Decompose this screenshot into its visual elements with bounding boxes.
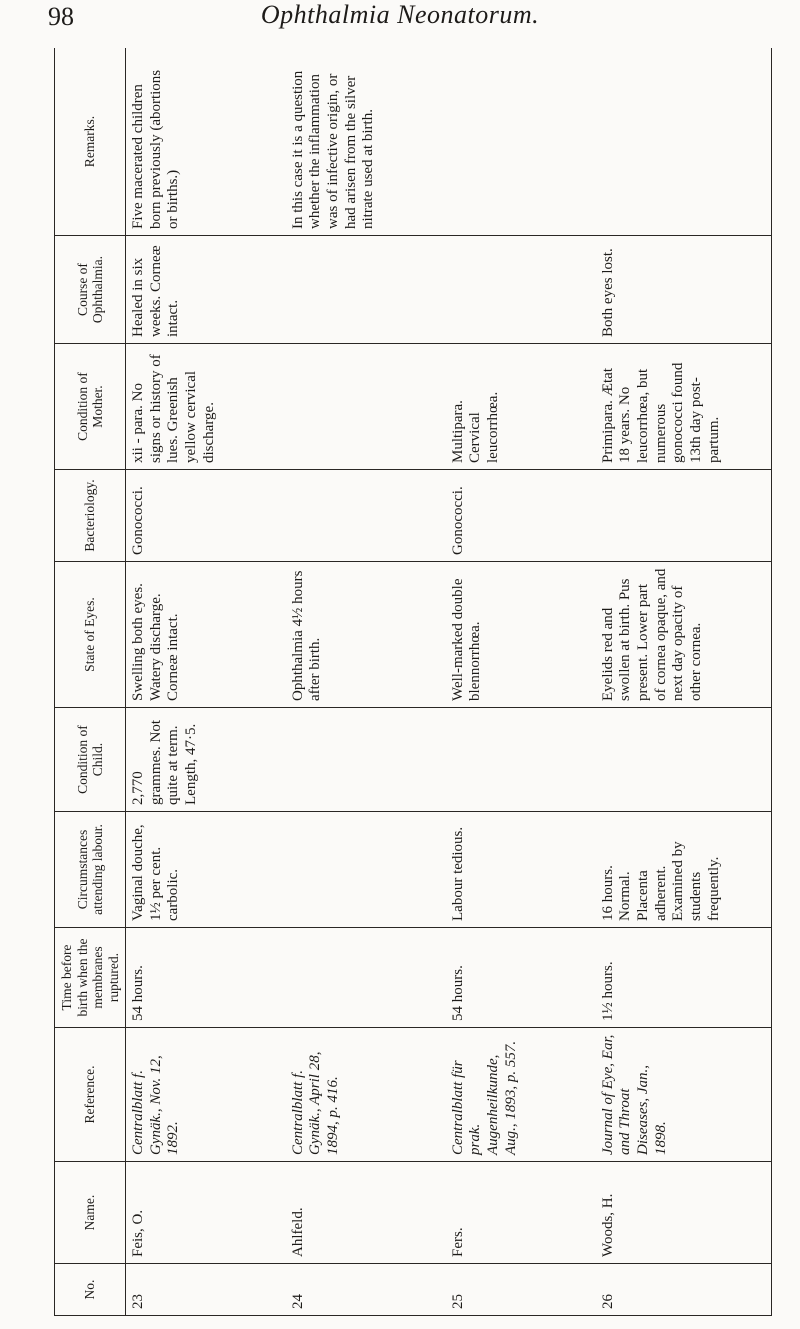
- col-header-mother: Condition of Mother.: [55, 344, 126, 470]
- running-title: Ophthalmia Neonatorum.: [260, 0, 540, 29]
- col-header-no: No.: [55, 1264, 126, 1316]
- cell-circumstances: Vaginal douche, 1½ per cent. carbolic.: [126, 812, 286, 928]
- cell-child: [596, 708, 772, 812]
- cell-course: Healed in six weeks. Corneæ intact.: [126, 236, 286, 344]
- cell-bacteriology: [596, 470, 772, 562]
- case-table-wrapper: [54, 48, 772, 1316]
- cell-remarks: [446, 48, 596, 236]
- cell-no: 24: [286, 1264, 446, 1316]
- cell-name: Ahlfeld.: [286, 1162, 446, 1264]
- cell-mother: xii - para. No signs or history of lues. Greenish yellow cervical discharge.: [126, 344, 286, 470]
- table-row: [446, 48, 596, 1316]
- col-header-bacteriology: Bacteriology.: [55, 470, 126, 562]
- col-header-time: Time before birth when the membranes ruptured.: [55, 928, 126, 1028]
- col-header-remarks: Remarks.: [55, 48, 126, 236]
- cell-child: 2,770 grammes. Not quite at term. Length, 47·5.: [126, 708, 286, 812]
- cell-reference: Centralblatt f. Gynäk., Nov. 12, 1892.: [126, 1028, 286, 1162]
- cell-mother: [286, 344, 446, 470]
- col-header-child: Condition of Child.: [55, 708, 126, 812]
- cell-eyes: Ophthalmia 4½ hours after birth.: [286, 562, 446, 708]
- col-header-reference: Reference.: [55, 1028, 126, 1162]
- cell-no: 25: [446, 1264, 596, 1316]
- cell-course: [286, 236, 446, 344]
- cell-mother: Multipara. Cervical leucorrhœa.: [446, 344, 596, 470]
- col-header-circumstances: Circumstances attending labour.: [55, 812, 126, 928]
- col-header-course: Course of Ophthalmia.: [55, 236, 126, 344]
- rotated-table: [54, 48, 772, 1316]
- cell-circumstances: [286, 812, 446, 928]
- col-header-name: Name.: [55, 1162, 126, 1264]
- table-row: [596, 48, 772, 1316]
- cell-course: Both eyes lost.: [596, 236, 772, 344]
- cell-time: 1½ hours.: [596, 928, 772, 1028]
- cell-time: [286, 928, 446, 1028]
- cell-name: Feis, O.: [126, 1162, 286, 1264]
- cell-circumstances: Labour tedious.: [446, 812, 596, 928]
- cell-child: [286, 708, 446, 812]
- cell-eyes: Well-marked double blennorrhœa.: [446, 562, 596, 708]
- page-number: 98: [48, 2, 74, 31]
- cell-no: 23: [126, 1264, 286, 1316]
- cell-bacteriology: Gonococci.: [126, 470, 286, 562]
- col-header-eyes: State of Eyes.: [55, 562, 126, 708]
- cell-child: [446, 708, 596, 812]
- cell-time: 54 hours.: [126, 928, 286, 1028]
- cell-time: 54 hours.: [446, 928, 596, 1028]
- table-row: [126, 48, 286, 1316]
- cell-eyes: Swelling both eyes. Watery discharge. Corneæ intact.: [126, 562, 286, 708]
- cell-remarks: Five macerated children born previously (abortions or births.): [126, 48, 286, 236]
- cell-reference: Journal of Eye, Ear, and Throat Diseases, Jan., 1898.: [596, 1028, 772, 1162]
- cell-mother: Primipara. Ætat 18 years. No leucorrhœa, but numerous gonococci found 13th day post-partum.: [596, 344, 772, 470]
- cell-remarks: [596, 48, 772, 236]
- cell-name: Woods, H.: [596, 1162, 772, 1264]
- cell-eyes: Eyelids red and swollen at birth. Pus present. Lower part of cornea opaque, and next day opacity of other cornea.: [596, 562, 772, 708]
- cell-reference: Centralblatt für prak. Augenheilkunde, Aug., 1893, p. 557.: [446, 1028, 596, 1162]
- cell-bacteriology: Gonococci.: [446, 470, 596, 562]
- case-table: [54, 48, 772, 1316]
- cell-name: Fers.: [446, 1162, 596, 1264]
- cell-remarks: In this case it is a question whether the inflammation was of infective origin, or had arisen from the silver nitrate used at birth.: [286, 48, 446, 236]
- cell-circumstances: 16 hours. Normal. Placenta adherent. Examined by students frequently.: [596, 812, 772, 928]
- cell-reference: Centralblatt f. Gynäk., April 28, 1894, p. 416.: [286, 1028, 446, 1162]
- header-row: [55, 48, 126, 1316]
- table-row: [286, 48, 446, 1316]
- cell-course: [446, 236, 596, 344]
- cell-bacteriology: [286, 470, 446, 562]
- cell-no: 26: [596, 1264, 772, 1316]
